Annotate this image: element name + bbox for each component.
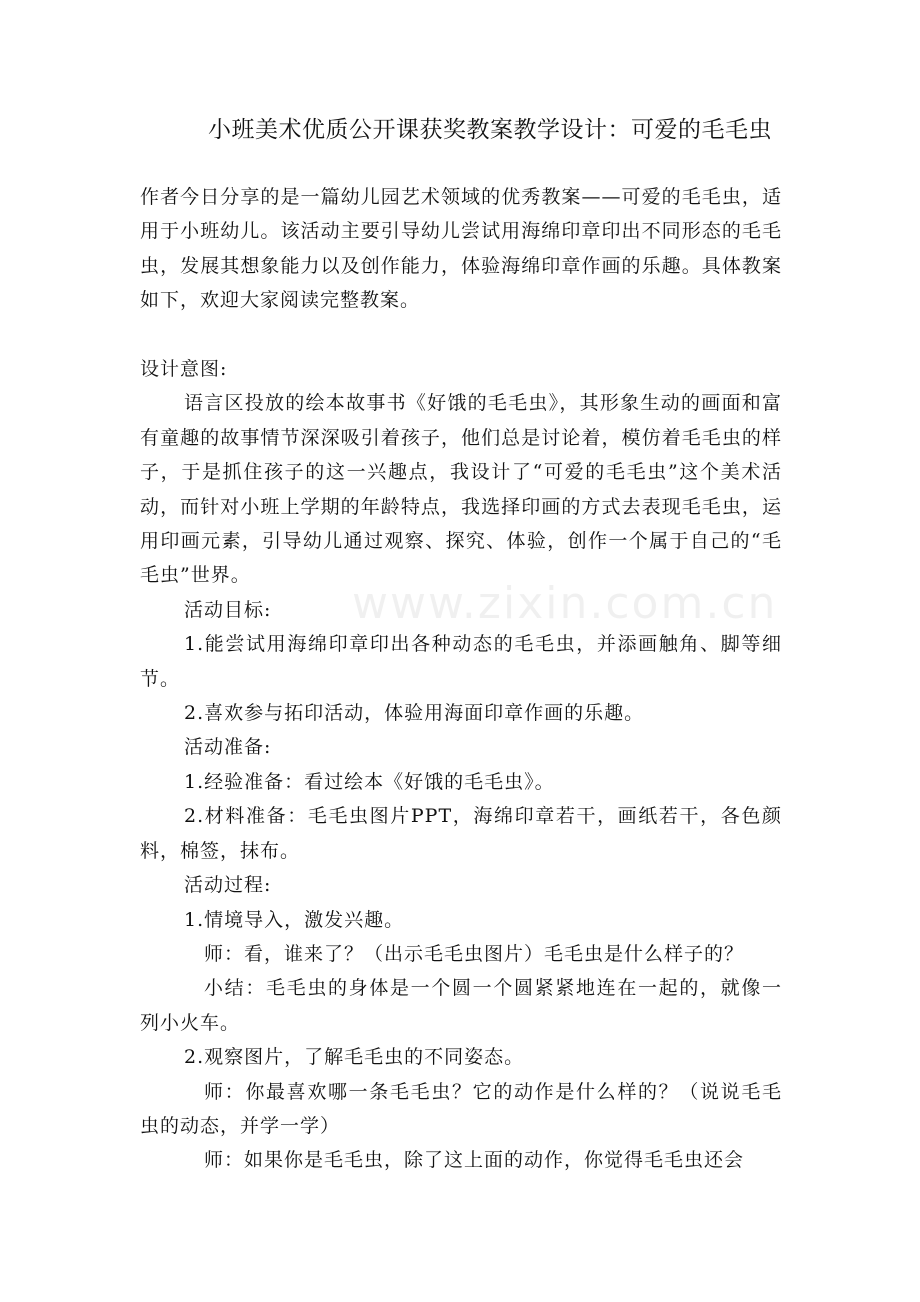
design-intent-paragraph: 语言区投放的绘本故事书《好饿的毛毛虫》，其形象生动的画面和富有童趣的故事情节深深吸引着孩子，他们总是讨论着，模仿着毛毛虫的样子，于是抓住孩子的这一兴趣点，我设计了“可爱的毛毛虫”这个美术活动，而针对小班上学期的年龄特点，我选择印画的方式去表现毛毛虫，运用印画元素，引导幼儿通过观察、探究、体验，创作一个属于自己的“毛毛虫”世界。 [140, 392, 782, 587]
lesson-body [140, 352, 782, 1178]
intro-text: 作者今日分享的是一篇幼儿园艺术领域的优秀教案——可爱的毛毛虫，适用于小班幼儿。该活动主要引导幼儿尝试用海绵印章印出不同形态的毛毛虫，发展其想象能力以及创作能力，体验海绵印章作画的乐趣。具体教案如下，欢迎大家阅读完整教案。 [140, 186, 782, 312]
summary-line: 小结：毛毛虫的身体是一个圆一个圆紧紧地连在一起的，就像一列小火车。 [140, 977, 782, 1034]
section-preparation-heading: 活动准备: [184, 736, 272, 759]
section-process-heading: 活动过程: [184, 874, 272, 897]
teacher-line-3: 师：如果你是毛毛虫，除了这上面的动作，你觉得毛毛虫还会 [204, 1149, 745, 1172]
page-title: 小班美术优质公开课获奖教案教学设计：可爱的毛毛虫 [208, 117, 772, 143]
process-step-1: 1.情境导入，激发兴趣。 [184, 908, 405, 931]
teacher-line-2: 师：你最喜欢哪一条毛毛虫？它的动作是什么样的？（说说毛毛虫的动态，并学一学） [140, 1080, 782, 1137]
goal-item-1: 1.能尝试用海绵印章印出各种动态的毛毛虫，并添画触角、脚等细节。 [140, 633, 782, 690]
watermark: www.zixin.com.cn [352, 578, 778, 629]
process-step-2: 2.观察图片，了解毛毛虫的不同姿态。 [184, 1046, 525, 1069]
preparation-item-1: 1.经验准备：看过绘本《好饿的毛毛虫》。 [184, 770, 555, 793]
goal-item-2: 2.喜欢参与拓印活动，体验用海面印章作画的乐趣。 [184, 702, 645, 725]
section-design-intent-heading: 设计意图: [140, 358, 228, 380]
teacher-line-1: 师：看，谁来了？（出示毛毛虫图片）毛毛虫是什么样子的？ [204, 942, 745, 965]
preparation-item-2: 2.材料准备：毛毛虫图片PPT，海绵印章若干，画纸若干，各色颜料，棉签，抹布。 [140, 805, 782, 862]
section-goals-heading: 活动目标: [184, 598, 272, 621]
intro-paragraph [140, 180, 782, 318]
